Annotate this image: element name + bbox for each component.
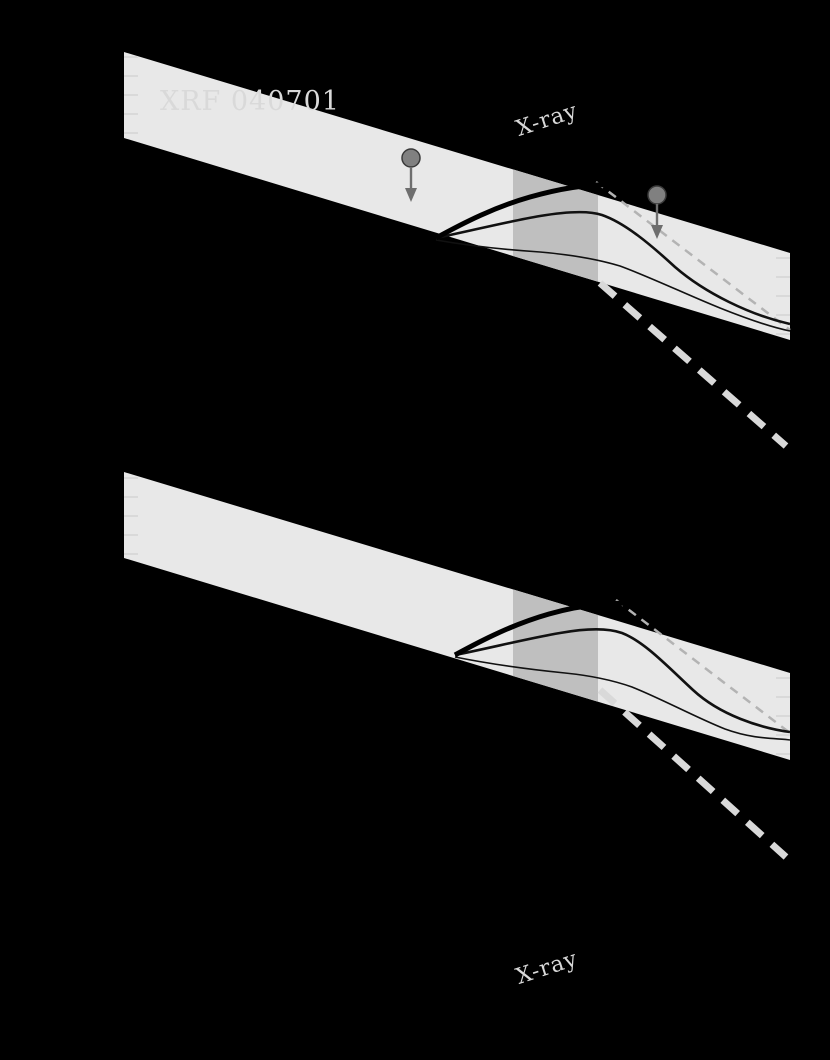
top-xray-band-group <box>513 0 598 470</box>
top-panel <box>0 0 830 470</box>
bottom-xray-label: X-ray <box>513 946 581 990</box>
bottom-panel <box>0 440 830 990</box>
page-title: XRF 040701 <box>160 86 340 117</box>
bottom-panel-svg <box>0 440 830 910</box>
top-xray-label: X-ray <box>513 98 581 142</box>
top-panel-svg <box>0 0 830 470</box>
top-xray-band <box>513 0 598 470</box>
top-light-band <box>124 52 790 340</box>
